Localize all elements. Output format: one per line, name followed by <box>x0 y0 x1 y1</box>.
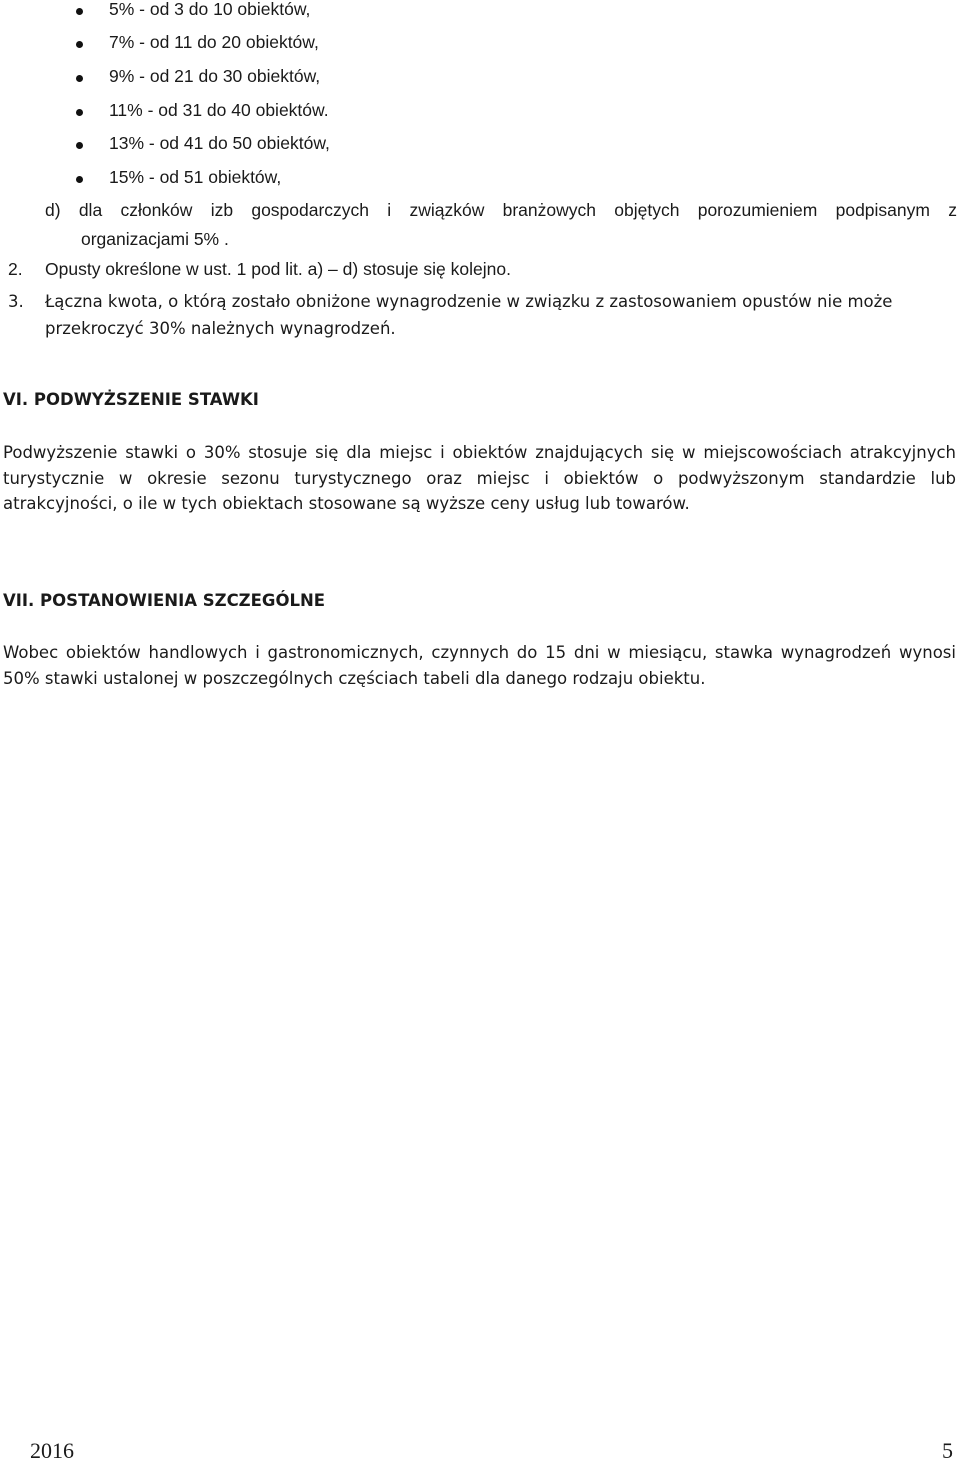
section-heading: VII. POSTANOWIENIA SZCZEGÓLNE <box>3 591 326 610</box>
list-item-text: 7% - od 11 do 20 obiektów, <box>109 32 319 52</box>
item-3-line2: przekroczyć 30% należnych wynagrodzeń. <box>45 319 396 338</box>
bullet-icon <box>76 8 83 15</box>
list-item-text: 11% - od 31 do 40 obiektów. <box>109 100 329 120</box>
bullet-icon <box>76 75 83 82</box>
item-3-number: 3. <box>8 292 24 311</box>
list-item-text: 9% - od 21 do 30 obiektów, <box>109 66 321 86</box>
item-d-line2: organizacjami 5% . <box>81 229 229 249</box>
footer-year: 2016 <box>30 1438 74 1463</box>
item-d-line1: d) dla członków izb gospodarczych i związków branżowych objętych porozumieniem podpisanym z <box>45 200 957 220</box>
section-paragraph: Podwyższenie stawki o 30% stosuje się dla miejsc i obiektów znajdujących się w miejscowościach atrakcyjnych turystycznie w okresie sezonu turystycznego oraz miejsc i obiektów o podwyższonym standardzie lub atrakcyjności, o ile w tych obiektach stosowane są wyższe ceny usług lub towarów. <box>3 443 956 513</box>
section-paragraph: Wobec obiektów handlowych i gastronomicznych, czynnych do 15 dni w miesiącu, stawka wynagrodzeń wynosi 50% stawki ustalonej w poszczególnych częściach tabeli dla danego rodzaju obiektu. <box>3 643 956 688</box>
bullet-icon <box>76 142 83 149</box>
bullet-icon <box>76 176 83 183</box>
bullet-icon <box>76 41 83 48</box>
item-3-line1: Łączna kwota, o którą zostało obniżone wynagrodzenie w związku z zastosowaniem opustów nie może <box>45 292 893 311</box>
list-item-text: 15% - od 51 obiektów, <box>109 167 282 187</box>
section-heading: VI. PODWYŻSZENIE STAWKI <box>3 390 259 409</box>
list-item-text: 5% - od 3 do 10 obiektów, <box>109 0 311 19</box>
item-2-text: Opusty określone w ust. 1 pod lit. a) – d) stosuje się kolejno. <box>45 259 511 279</box>
page-number: 5 <box>942 1438 953 1463</box>
list-item-text: 13% - od 41 do 50 obiektów, <box>109 133 330 153</box>
item-2-number: 2. <box>8 259 23 279</box>
bullet-icon <box>76 109 83 116</box>
